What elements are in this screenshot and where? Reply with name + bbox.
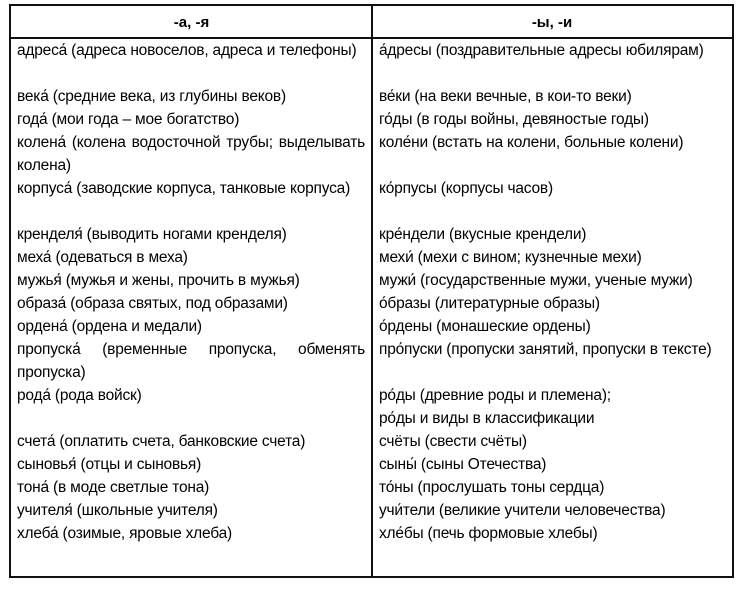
right-row: ро́ды (древние роды и племена); <box>379 387 611 404</box>
right-row: то́ны (прослушать тоны сердца) <box>379 479 605 496</box>
right-row: мужи́ (государственные мужи, ученые мужи) <box>379 272 693 289</box>
left-row: пропуска́ (временные пропуска, обменять пропуска) <box>17 341 365 381</box>
header-left: -а, -я <box>11 6 372 39</box>
left-row: рода́ (рода войск) <box>17 387 142 404</box>
left-row: тона́ (в моде светлые тона) <box>17 479 210 496</box>
right-row: про́пуски (пропуски занятий, пропуски в тексте) <box>379 341 712 358</box>
right-row: ве́ки (на веки вечные, в кои-то веки) <box>379 88 632 105</box>
left-column <box>11 39 371 576</box>
right-row: сыны́ (сыны Отечества) <box>379 456 547 473</box>
right-row: хле́бы (печь формовые хлебы) <box>379 525 598 542</box>
right-row: мехи́ (мехи с вином; кузнечные мехи) <box>379 249 642 266</box>
left-row: сыновья́ (отцы и сыновья) <box>17 456 202 473</box>
comparison-table <box>9 4 734 578</box>
header-right: -ы, -и <box>372 6 732 39</box>
left-row: века́ (средние века, из глубины веков) <box>17 88 286 105</box>
right-row: коле́ни (встать на колени, больные колени) <box>379 134 684 151</box>
left-row: кренделя́ (выводить ногами кренделя) <box>17 226 287 243</box>
right-row: о́бразы (литературные образы) <box>379 295 600 312</box>
left-row: меха́ (одеваться в меха) <box>17 249 188 266</box>
left-row: мужья́ (мужья и жены, прочить в мужья) <box>17 272 300 289</box>
left-row: образа́ (образа святых, под образами) <box>17 295 288 312</box>
left-row: адреса́ (адреса новоселов, адреса и телефоны) <box>17 42 357 59</box>
left-row: колена́ (колена водосточной трубы; выделывать колена) <box>17 134 365 174</box>
left-row: года́ (мои года – мое богатство) <box>17 111 240 128</box>
right-row: счёты (свести счёты) <box>379 433 527 450</box>
left-row: счета́ (оплатить счета, банковские счета) <box>17 433 306 450</box>
right-row: го́ды (в годы войны, девяностые годы) <box>379 111 649 128</box>
left-row: корпуса́ (заводские корпуса, танковые корпуса) <box>17 180 351 197</box>
right-row: ро́ды и виды в классификации <box>379 410 595 427</box>
right-row: учи́тели (великие учители человечества) <box>379 502 666 519</box>
left-row: ордена́ (ордена и медали) <box>17 318 202 335</box>
right-column <box>373 39 732 576</box>
left-row: учителя́ (школьные учителя) <box>17 502 218 519</box>
right-row: а́дресы (поздравительные адресы юбилярам) <box>379 42 704 59</box>
right-row: кре́ндели (вкусные крендели) <box>379 226 587 243</box>
left-row: хлеба́ (озимые, яровые хлеба) <box>17 525 232 542</box>
right-row: о́рдены (монашеские ордены) <box>379 318 591 335</box>
right-row: ко́рпусы (корпусы часов) <box>379 180 553 197</box>
